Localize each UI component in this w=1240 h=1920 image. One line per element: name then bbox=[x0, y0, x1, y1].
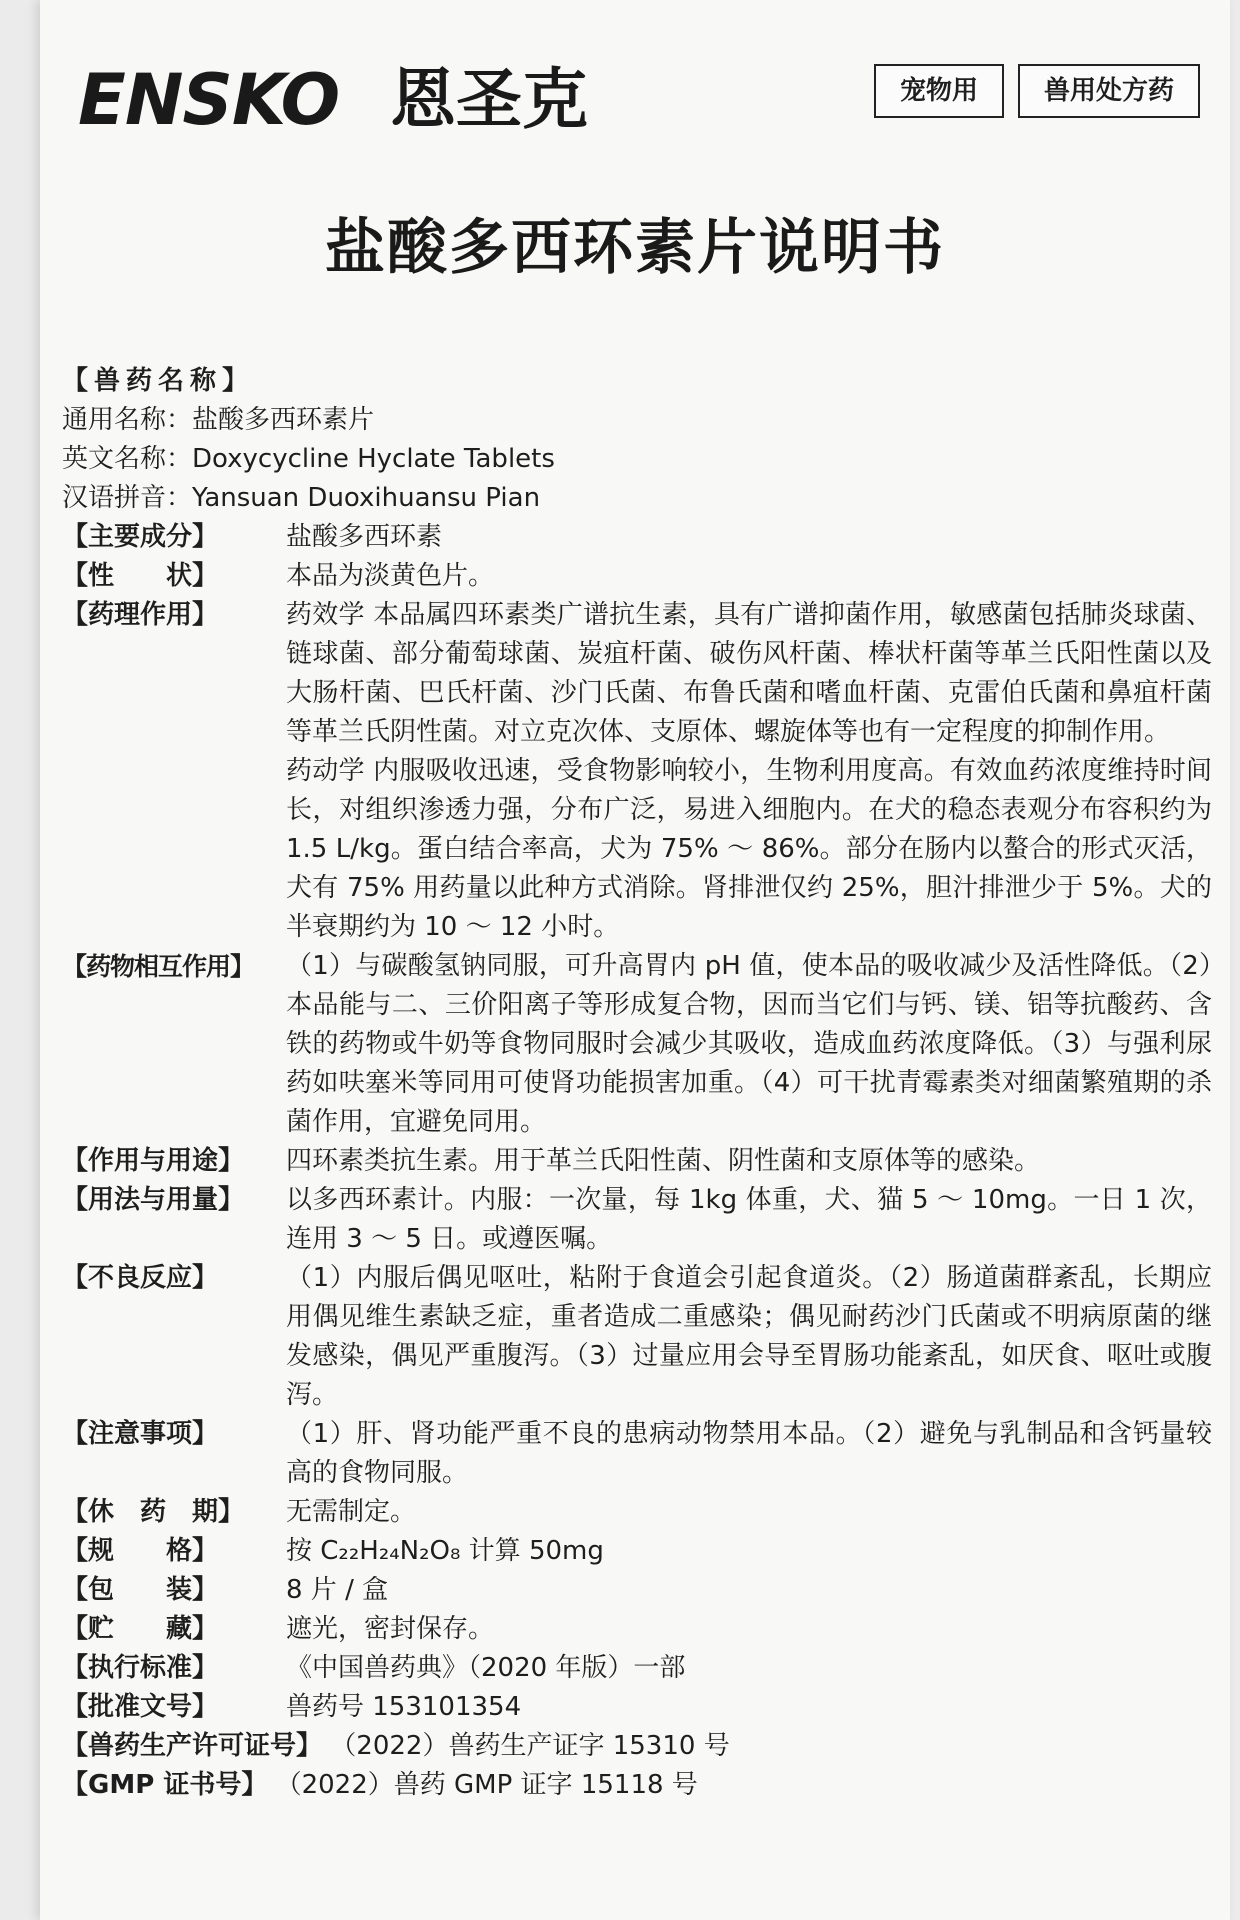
english-name-row bbox=[62, 440, 1212, 479]
section-text: 兽药号 153101354 bbox=[286, 1692, 522, 1722]
section-label: 【执行标准】 bbox=[62, 1653, 219, 1683]
section-adverse bbox=[62, 1259, 1212, 1415]
section-interactions bbox=[62, 947, 1212, 1142]
spec-prefix: 按 bbox=[286, 1536, 321, 1566]
spec-suffix: 计算 50mg bbox=[460, 1536, 604, 1566]
section-text: 本品为淡黄色片。 bbox=[286, 561, 495, 591]
section-text: 8 片 / 盒 bbox=[286, 1575, 389, 1605]
category-tags bbox=[874, 64, 1200, 118]
section-license bbox=[62, 1727, 1212, 1766]
section-label: 【兽药生产许可证号】 bbox=[62, 1731, 323, 1761]
section-text bbox=[286, 1532, 1212, 1571]
section-text: （1）内服后偶见呕吐，粘附于食道会引起食道炎。（2）肠道菌群紊乱，长期应用偶见维生素缺乏症，重者造成二重感染；偶见耐药沙门氏菌或不明病原菌的继发感染，偶见严重腹泻。（3）过量应用会导至胃肠功能紊乱，如厌食、呕吐或腹泻。 bbox=[286, 1263, 1212, 1410]
section-withdrawal bbox=[62, 1493, 1212, 1532]
section-label: 【休 药 期】 bbox=[62, 1497, 245, 1527]
section-label: 【主要成分】 bbox=[62, 522, 219, 552]
pinyin-name-value: Yansuan Duoxihuansu Pian bbox=[192, 483, 541, 513]
section-label: 【不良反应】 bbox=[62, 1263, 219, 1293]
section-label: 【注意事项】 bbox=[62, 1419, 219, 1449]
section-text bbox=[286, 596, 1212, 947]
prescription-tag: 兽用处方药 bbox=[1018, 64, 1200, 118]
section-label: 【作用与用途】 bbox=[62, 1146, 245, 1176]
section-label: 【性 状】 bbox=[62, 561, 219, 591]
section-label: 【贮 藏】 bbox=[62, 1614, 219, 1644]
instruction-sheet bbox=[40, 0, 1230, 1920]
document-body bbox=[62, 362, 1212, 1805]
section-standard bbox=[62, 1649, 1212, 1688]
section-label: 【包 装】 bbox=[62, 1575, 219, 1605]
section-text: 以多西环素计。内服：一次量，每 1kg 体重，犬、猫 5 ～ 10mg。一日 1 次，连用 3 ～ 5 日。或遵医嘱。 bbox=[286, 1185, 1212, 1254]
section-label: 【药理作用】 bbox=[62, 600, 219, 630]
section-text: （1）与碳酸氢钠同服，可升高胃内 pH 值，使本品的吸收减少及活性降低。（2）本品能与二、三价阳离子等形成复合物，因而当它们与钙、镁、铝等抗酸药、含铁的药物或牛奶等食物同服时会减少其吸收，造成血药浓度降低。（3）与强利尿药如呋塞米等同用可使肾功能损害加重。（4）可干扰青霉素类对细菌繁殖期的杀菌作用，宜避免同用。 bbox=[286, 951, 1212, 1137]
document-title: 盐酸多西环素片说明书 bbox=[325, 213, 945, 283]
section-spec bbox=[62, 1532, 1212, 1571]
section-text: 《中国兽药典》（2020 年版）一部 bbox=[286, 1653, 686, 1683]
header bbox=[60, 60, 1200, 140]
section-text: 无需制定。 bbox=[286, 1497, 417, 1527]
section-text: 盐酸多西环素 bbox=[286, 522, 443, 552]
section-label: 【规 格】 bbox=[62, 1536, 219, 1566]
generic-name-row bbox=[62, 401, 1212, 440]
section-gmp bbox=[62, 1766, 1212, 1805]
section-text: 四环素类抗生素。用于革兰氏阳性菌、阴性菌和支原体等的感染。 bbox=[286, 1146, 1041, 1176]
section-text: （2022）兽药生产证字 15310 号 bbox=[330, 1731, 730, 1761]
generic-name-value: 盐酸多西环素片 bbox=[192, 405, 375, 435]
section-label: 【批准文号】 bbox=[62, 1692, 219, 1722]
section-package bbox=[62, 1571, 1212, 1610]
english-name-label: 英文名称： bbox=[62, 444, 193, 474]
section-pharmacology bbox=[62, 596, 1212, 947]
brand-logo-latin: ENSKO bbox=[78, 59, 340, 141]
pharmacokinetics-text: 药动学 内服吸收迅速，受食物影响较小，生物利用度高。有效血药浓度维持时间长，对组织渗透力强，分布广泛，易进入细胞内。在犬的稳态表观分布容积约为 1.5 L/kg。蛋白结合率高，犬为 75% ～ 86%。部分在肠内以螯合的形式灭活，犬有 75% 用药量以此种方式消除。肾排泄仅约 25%，胆汁排泄少于 5%。犬的半衰期约为 10 ～ 12 小时。 bbox=[286, 756, 1212, 942]
pinyin-name-row bbox=[62, 479, 1212, 518]
section-text: （2022）兽药 GMP 证字 15118 号 bbox=[275, 1770, 698, 1800]
section-approval bbox=[62, 1688, 1212, 1727]
spec-formula: C₂₂H₂₄N₂O₈ bbox=[320, 1536, 461, 1566]
pharmacodynamics-text: 药效学 本品属四环素类广谱抗生素，具有广谱抑菌作用，敏感菌包括肺炎球菌、链球菌、部分葡萄球菌、炭疽杆菌、破伤风杆菌、棒状杆菌等革兰氏阳性菌以及大肠杆菌、巴氏杆菌、沙门氏菌、布鲁氏菌和嗜血杆菌、克雷伯氏菌和鼻疽杆菌等革兰氏阴性菌。对立克次体、支原体、螺旋体等也有一定程度的抑制作用。 bbox=[286, 600, 1212, 747]
section-indications bbox=[62, 1142, 1212, 1181]
names-heading: 【兽药名称】 bbox=[62, 366, 255, 396]
brand-logo-chinese: 恩圣克 bbox=[390, 61, 588, 138]
generic-name-label: 通用名称： bbox=[62, 405, 193, 435]
section-text: 遮光，密封保存。 bbox=[286, 1614, 495, 1644]
section-text: （1）肝、肾功能严重不良的患病动物禁用本品。（2）避免与乳制品和含钙量较高的食物同服。 bbox=[286, 1419, 1212, 1488]
section-label: 【药物相互作用】 bbox=[62, 952, 255, 981]
english-name-value: Doxycycline Hyclate Tablets bbox=[192, 444, 555, 474]
section-label: 【用法与用量】 bbox=[62, 1185, 245, 1215]
section-ingredient bbox=[62, 518, 1212, 557]
section-dosage bbox=[62, 1181, 1212, 1259]
section-storage bbox=[62, 1610, 1212, 1649]
pinyin-name-label: 汉语拼音： bbox=[62, 483, 193, 513]
section-label: 【GMP 证书号】 bbox=[62, 1770, 268, 1800]
section-appearance bbox=[62, 557, 1212, 596]
pet-use-tag: 宠物用 bbox=[874, 64, 1004, 118]
section-precautions bbox=[62, 1415, 1212, 1493]
